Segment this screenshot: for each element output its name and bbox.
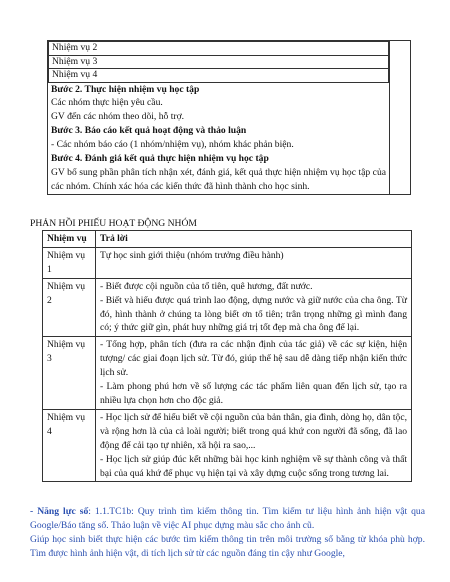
answer-line: - Biết và hiểu được quá trình lao động, dựng nước và giữ nước của cha ông. Từ đó, hình thành ở chúng ta lòng biết ơn tổ tiên; trân trọng những gì mình đang có; ý thức giữ gìn, phát huy những giá trị tốt đẹp mà cha ông để lại. [100, 294, 407, 334]
table-row [49, 55, 389, 69]
column-header: Nhiệm vụ [43, 231, 96, 248]
table-row [49, 42, 389, 56]
answer-cell [96, 337, 412, 410]
task-cell: Nhiệm vụ 2 [43, 278, 96, 337]
competence-label: - Năng lực số [30, 506, 89, 517]
answer-line: - Học lịch sử giúp đúc kết những bài học kinh nghiệm về sự thành công và thất bại của quá khứ để phục vụ hiện tại và xây dựng cuộc sống trong tương lai. [100, 453, 407, 479]
answer-cell [96, 247, 412, 278]
competence-text: : 1.1.TC1b: Quy trình tìm kiếm thông tin. Tìm kiếm tư liệu hình ảnh hiện vật qua Google/Báo tăng số. Thảo luận về việc AI phục dựng màu sắc cho ảnh cũ. [30, 506, 425, 531]
answer-line: - Học lịch sử để hiểu biết về cội nguồn của bản thân, gia đình, dòng họ, dân tộc, và rộng hơn là của cả loài người; biết trong quá khứ con người đã sống, đã lao động để cải tạo tự nhiên, xã hội ra sao,... [100, 411, 407, 451]
step3-title: Bước 3. Báo cáo kết quả hoạt động và thảo luận [51, 125, 247, 137]
step2-line: GV đến các nhóm theo dõi, hỗ trợ. [51, 111, 185, 123]
task-cell: Nhiệm vụ 3 [43, 337, 96, 410]
answer-line: Tự học sinh giới thiệu (nhóm trưởng điều hành) [100, 249, 284, 261]
step4-title: Bước 4. Đánh giá kết quả thực hiện nhiệm vụ học tập [51, 153, 269, 165]
answer-line: - Tổng hợp, phân tích (đưa ra các nhận định của tác giả) về các sự kiện, hiện tượng/ các giai đoạn lịch sử. Từ đó, giúp thế hệ sau dễ dàng tiếp nhận kiến thức lịch sử. [100, 339, 407, 379]
task-cell: Nhiệm vụ 1 [43, 247, 96, 278]
activity-table-content [48, 41, 390, 195]
task-row: Nhiệm vụ 4 [49, 69, 389, 83]
table-row [43, 278, 412, 337]
column-header: Trả lời [96, 231, 412, 248]
table-row [43, 247, 412, 278]
table-row [43, 337, 412, 410]
answer-line: - Biết được cội nguồn của tổ tiên, quê hương, đất nước. [100, 280, 313, 292]
feedback-title: PHẢN HỒI PHIẾU HOẠT ĐỘNG NHÓM [30, 218, 197, 229]
answer-cell [96, 278, 412, 337]
task-list-table [48, 41, 389, 83]
table-row [43, 409, 412, 482]
table-header-row [43, 231, 412, 248]
feedback-table [42, 230, 412, 482]
task-row: Nhiệm vụ 2 [49, 42, 389, 56]
task-cell: Nhiệm vụ 4 [43, 409, 96, 482]
digital-competence-note [30, 505, 425, 561]
side-column [390, 41, 411, 195]
table-row [49, 69, 389, 83]
activity-table [47, 40, 411, 195]
step2-title: Bước 2. Thực hiện nhiệm vụ học tập [51, 83, 200, 95]
step3-line: - Các nhóm báo cáo (1 nhóm/nhiệm vụ), nhóm khác phản biện. [51, 139, 294, 151]
step2-line: Các nhóm thực hiện yêu cầu. [51, 97, 163, 109]
task-row: Nhiệm vụ 3 [49, 55, 389, 69]
competence-description: Giúp học sinh biết thực hiện các bước tìm kiếm thông tin trên môi trường số bằng từ khóa phù hợp. Tìm được hình ảnh hiện vật, di tích lịch sử từ các nguồn đáng tin cậy như Google, [30, 533, 425, 559]
answer-cell [96, 409, 412, 482]
answer-line: - Làm phong phú hơn về số lượng các tác phẩm liên quan đến lịch sử, tạo ra nhiều lựa chọn hơn cho độc giả. [100, 381, 407, 406]
step4-text: GV bổ sung phần phân tích nhận xét, đánh giá, kết quả thực hiện nhiệm vụ học tập của các nhóm. Chính xác hóa các kiến thức đã hình thành cho học sinh. [51, 166, 386, 192]
